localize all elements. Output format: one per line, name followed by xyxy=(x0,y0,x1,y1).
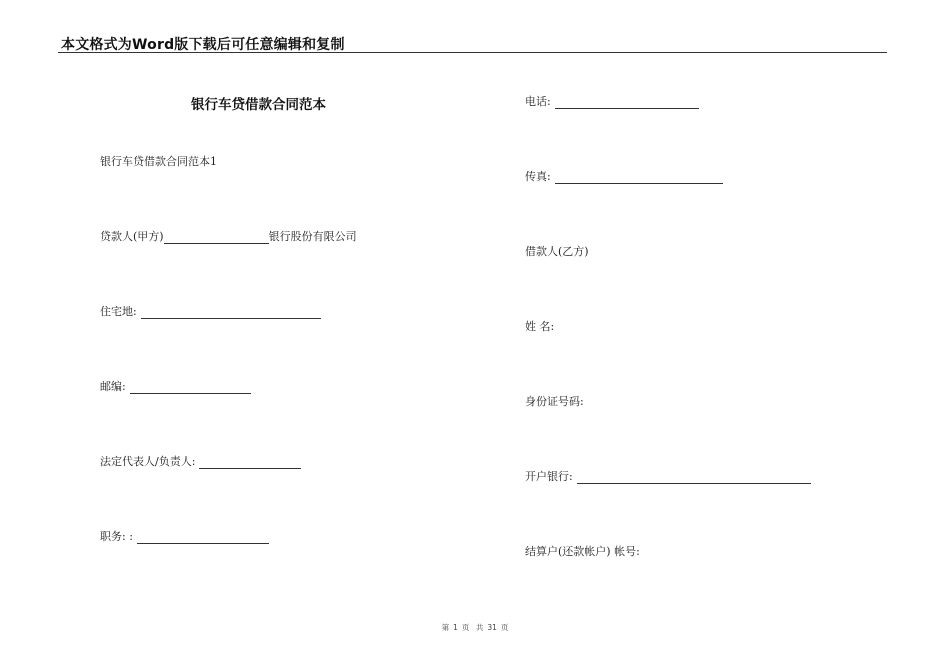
postcode-label: 邮编: xyxy=(100,380,126,393)
fax-label: 传真: xyxy=(525,170,551,183)
page-header: 本文格式为Word版下载后可任意编辑和复制 xyxy=(61,37,345,53)
bank-label: 开户银行: xyxy=(525,470,573,483)
position-blank[interactable] xyxy=(137,532,269,544)
account-label: 结算户(还款帐户) 帐号: xyxy=(525,545,640,558)
page-number: 1 xyxy=(453,623,458,632)
total-prefix: 共 xyxy=(475,623,484,632)
id-number-line xyxy=(525,393,584,409)
bank-line xyxy=(525,468,811,484)
legal-rep-blank[interactable] xyxy=(199,457,301,469)
total-unit: 页 xyxy=(500,623,509,632)
document-title: 银行车贷借款合同范本 xyxy=(191,97,326,113)
legal-rep-line xyxy=(100,453,301,469)
total-pages: 31 xyxy=(487,623,497,632)
postcode-blank[interactable] xyxy=(130,382,251,394)
header-rule xyxy=(58,52,887,53)
borrower-line xyxy=(525,243,589,259)
legal-rep-label: 法定代表人/负责人: xyxy=(100,455,196,468)
fax-blank[interactable] xyxy=(555,172,723,184)
phone-line xyxy=(525,93,699,109)
position-line xyxy=(100,528,269,544)
position-label: 职务: : xyxy=(100,530,133,543)
account-line xyxy=(525,543,640,559)
lender-line xyxy=(100,228,357,244)
borrower-label: 借款人(乙方) xyxy=(525,245,589,258)
page-prefix: 第 xyxy=(441,623,450,632)
contract-subtitle-text: 银行车贷借款合同范本1 xyxy=(100,155,217,168)
address-label: 住宅地: xyxy=(100,305,137,318)
page-unit: 页 xyxy=(461,623,470,632)
address-blank[interactable] xyxy=(141,307,321,319)
lender-blank[interactable] xyxy=(164,232,269,244)
contract-subtitle xyxy=(100,153,217,169)
page-footer xyxy=(0,622,950,633)
postcode-line xyxy=(100,378,251,394)
name-label: 姓 名: xyxy=(525,320,555,333)
bank-blank[interactable] xyxy=(577,472,811,484)
lender-label: 贷款人(甲方) xyxy=(100,230,164,243)
id-number-label: 身份证号码: xyxy=(525,395,584,408)
name-line xyxy=(525,318,554,334)
phone-blank[interactable] xyxy=(555,97,699,109)
fax-line xyxy=(525,168,723,184)
phone-label: 电话: xyxy=(525,95,551,108)
lender-suffix: 银行股份有限公司 xyxy=(268,230,357,243)
address-line xyxy=(100,303,321,319)
